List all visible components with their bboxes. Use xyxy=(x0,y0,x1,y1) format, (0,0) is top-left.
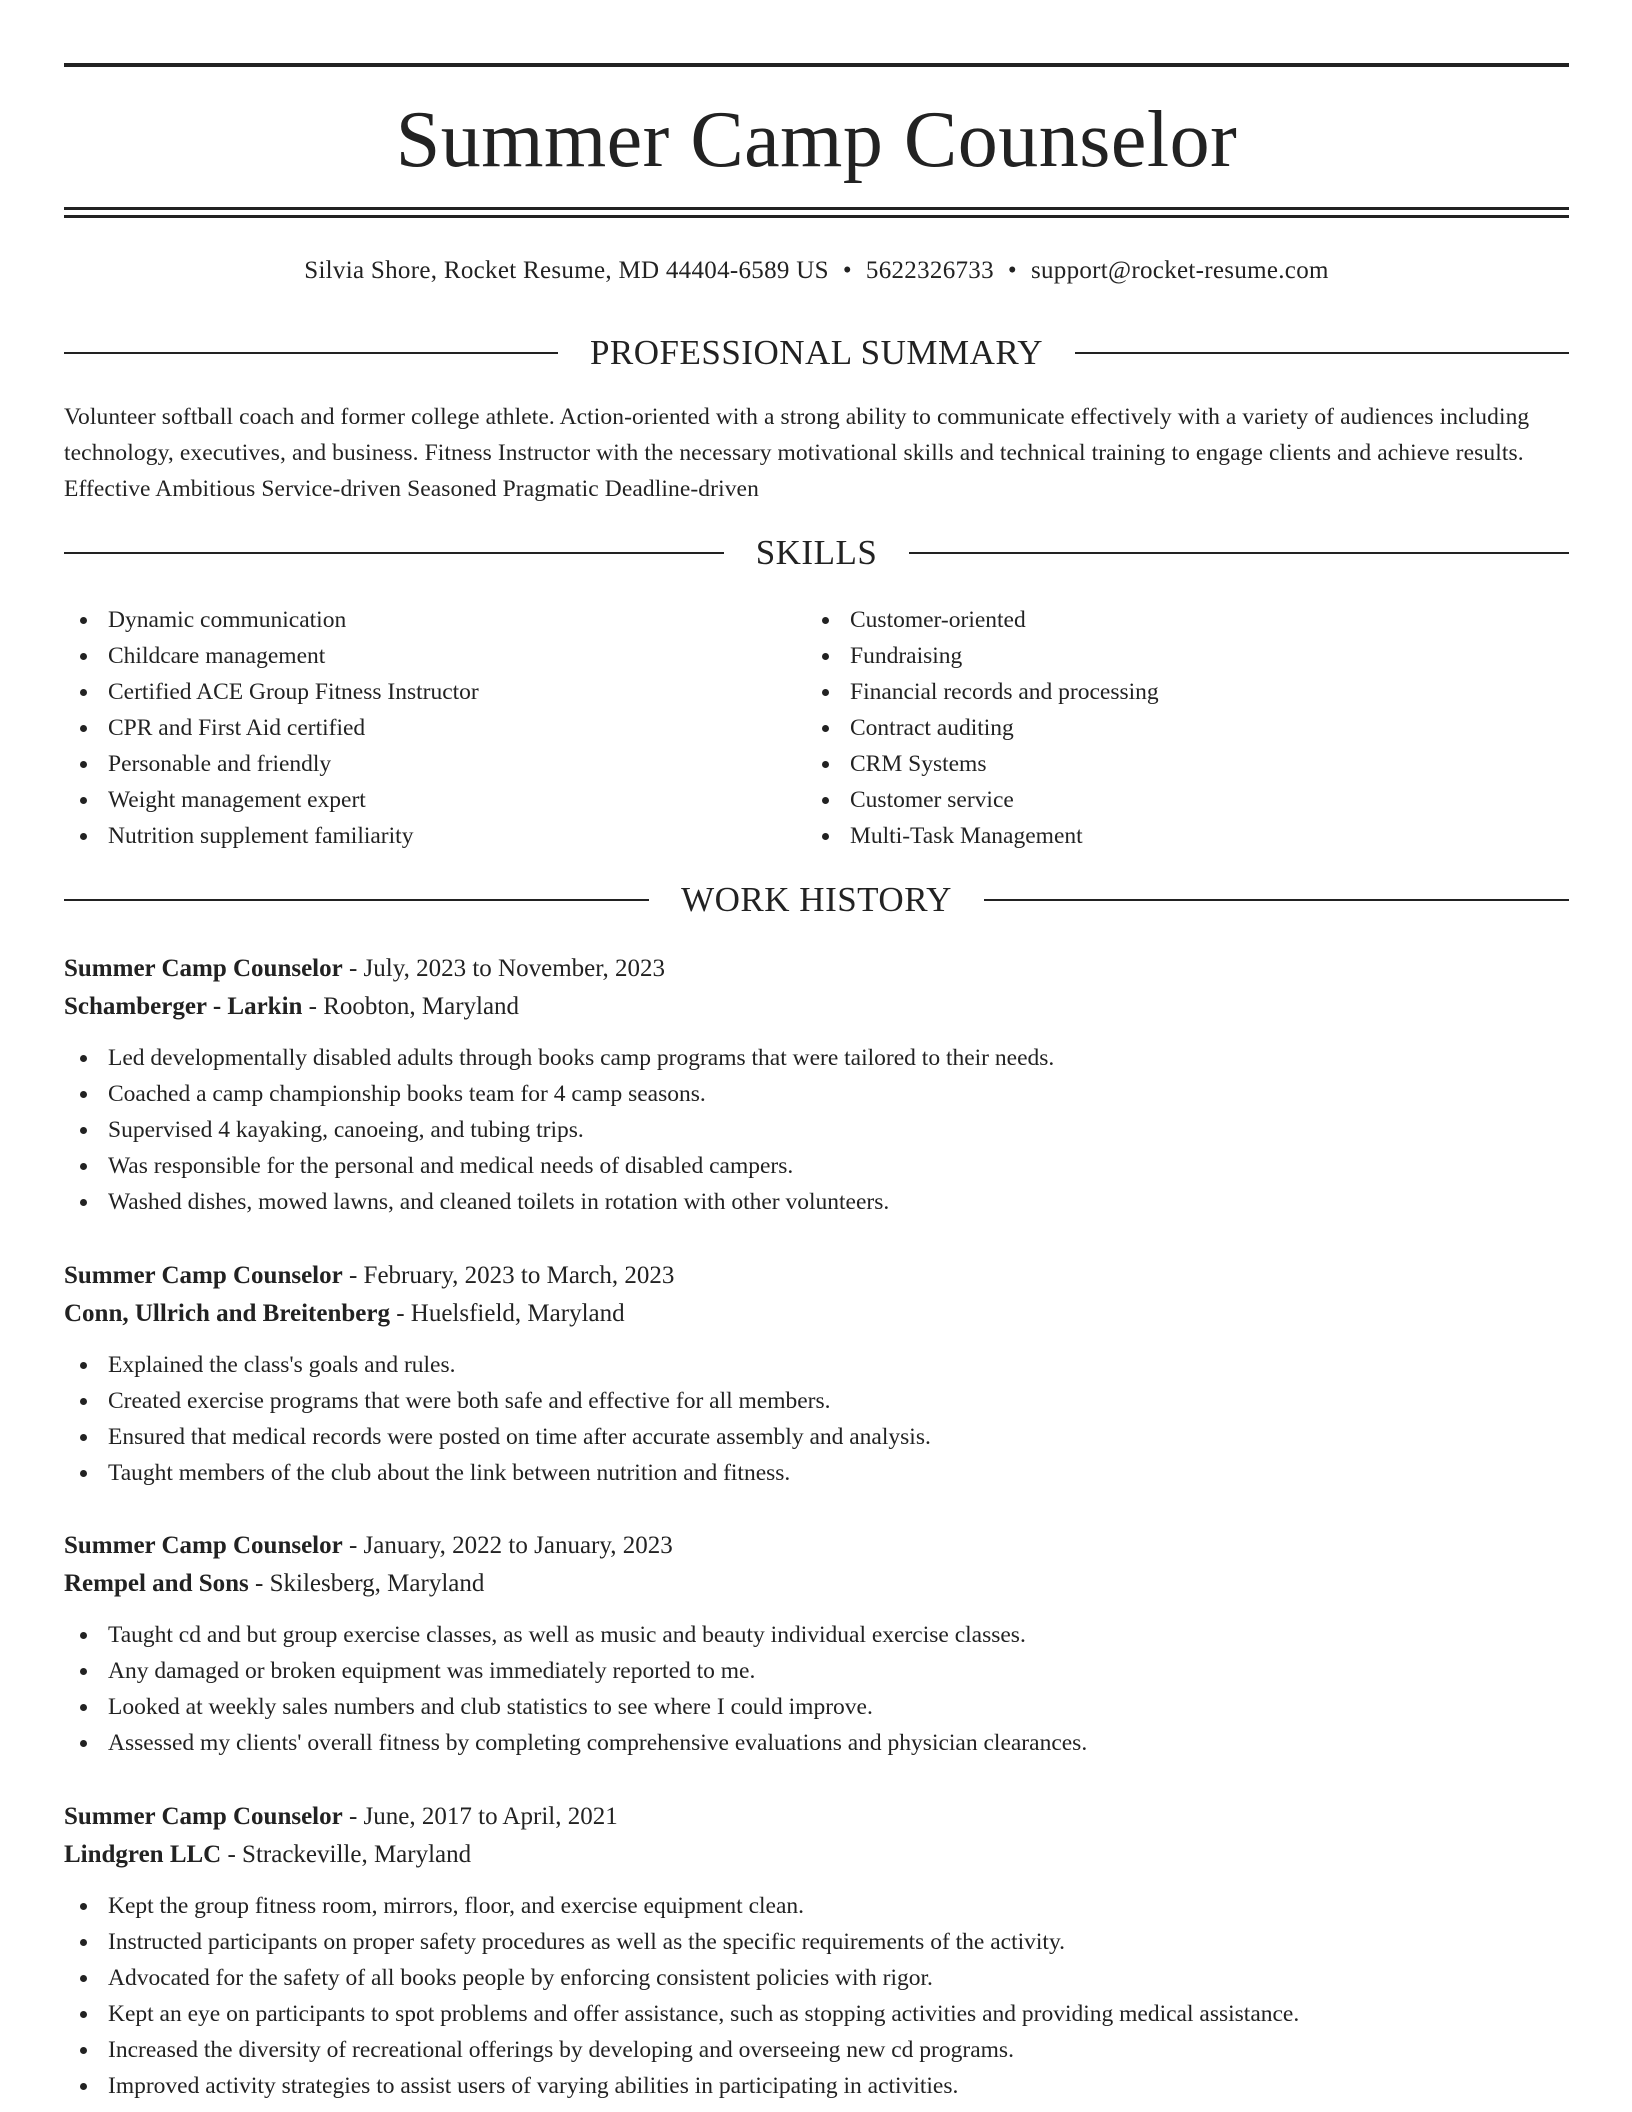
section-heading-summary xyxy=(64,331,1569,375)
job-company: Rempel and Sons xyxy=(64,1570,249,1597)
section-heading-work-history xyxy=(64,878,1569,922)
job-bullet: Taught cd and but group exercise classes, as well as music and beauty individual exercise classes. xyxy=(64,1617,1569,1653)
skill-item: Dynamic communication xyxy=(64,602,764,638)
job-bullet: Was responsible for the personal and medical needs of disabled campers. xyxy=(64,1148,1569,1184)
job-title: Summer Camp Counselor xyxy=(64,1262,343,1289)
job-company-line xyxy=(64,1295,1569,1333)
skills-list-left xyxy=(64,602,764,854)
job-entry xyxy=(64,1257,1569,1491)
skill-item: Multi-Task Management xyxy=(806,818,1506,854)
title-rule-upper xyxy=(64,207,1569,210)
skill-item: Certified ACE Group Fitness Instructor xyxy=(64,674,764,710)
job-bullets xyxy=(64,1888,1569,2104)
resume-page xyxy=(64,0,1569,2112)
job-dates: - June, 2017 to April, 2021 xyxy=(342,1803,618,1830)
top-rule xyxy=(64,63,1569,67)
skills-list-right xyxy=(806,602,1506,854)
skill-item: Contract auditing xyxy=(806,710,1506,746)
heading-rule xyxy=(64,899,649,901)
contact-address: Silvia Shore, Rocket Resume, MD 44404-6589 US xyxy=(304,257,829,284)
contact-separator: • xyxy=(1007,257,1017,284)
job-entry xyxy=(64,1798,1569,2104)
job-title-line xyxy=(64,1798,1569,1836)
job-bullet: Washed dishes, mowed lawns, and cleaned toilets in rotation with other volunteers. xyxy=(64,1184,1569,1220)
job-bullet: Coached a camp championship books team for 4 camp seasons. xyxy=(64,1076,1569,1112)
job-dates: - July, 2023 to November, 2023 xyxy=(342,955,666,982)
job-company-line xyxy=(64,988,1569,1026)
job-bullet: Supervised 4 kayaking, canoeing, and tubing trips. xyxy=(64,1112,1569,1148)
skill-item: CRM Systems xyxy=(806,746,1506,782)
skill-item: Nutrition supplement familiarity xyxy=(64,818,764,854)
job-bullet: Led developmentally disabled adults through books camp programs that were tailored to their needs. xyxy=(64,1040,1569,1076)
job-bullet: Created exercise programs that were both safe and effective for all members. xyxy=(64,1383,1569,1419)
job-title: Summer Camp Counselor xyxy=(64,1803,343,1830)
section-title: PROFESSIONAL SUMMARY xyxy=(589,333,1044,372)
job-title-line xyxy=(64,1257,1569,1295)
job-company: Lindgren LLC xyxy=(64,1841,222,1868)
job-location: - Strackeville, Maryland xyxy=(221,1841,472,1868)
job-bullet: Instructed participants on proper safety procedures as well as the specific requirements of the activity. xyxy=(64,1924,1569,1960)
skill-item: Financial records and processing xyxy=(806,674,1506,710)
job-entry xyxy=(64,1527,1569,1761)
contact-phone: 5622326733 xyxy=(865,257,994,284)
job-title-line xyxy=(64,1527,1569,1565)
contact-separator: • xyxy=(842,257,852,284)
title-rule-lower xyxy=(64,215,1569,218)
heading-rule xyxy=(909,552,1569,554)
heading-rule xyxy=(1075,352,1569,354)
job-bullet: Any damaged or broken equipment was immediately reported to me. xyxy=(64,1653,1569,1689)
job-entry xyxy=(64,950,1569,1220)
job-dates: - January, 2022 to January, 2023 xyxy=(342,1532,673,1559)
job-company-line xyxy=(64,1565,1569,1603)
heading-rule xyxy=(984,899,1569,901)
job-company: Schamberger - Larkin xyxy=(64,993,303,1020)
job-bullet: Increased the diversity of recreational offerings by developing and overseeing new cd programs. xyxy=(64,2032,1569,2068)
skill-item: Fundraising xyxy=(806,638,1506,674)
job-company: Conn, Ullrich and Breitenberg xyxy=(64,1300,390,1327)
contact-email: support@rocket-resume.com xyxy=(1030,257,1329,284)
skill-item: CPR and First Aid certified xyxy=(64,710,764,746)
job-location: - Skilesberg, Maryland xyxy=(248,1570,485,1597)
job-bullet: Improved activity strategies to assist users of varying abilities in participating in activities. xyxy=(64,2068,1569,2104)
job-dates: - February, 2023 to March, 2023 xyxy=(342,1262,675,1289)
job-bullet: Explained the class's goals and rules. xyxy=(64,1347,1569,1383)
job-location: - Huelsfield, Maryland xyxy=(389,1300,625,1327)
job-bullet: Assessed my clients' overall fitness by completing comprehensive evaluations and physician clearances. xyxy=(64,1725,1569,1761)
job-title: Summer Camp Counselor xyxy=(64,955,343,982)
job-title: Summer Camp Counselor xyxy=(64,1532,343,1559)
job-title-line xyxy=(64,950,1569,988)
skill-item: Customer-oriented xyxy=(806,602,1506,638)
job-bullet: Kept an eye on participants to spot problems and offer assistance, such as stopping activities and providing medical assistance. xyxy=(64,1996,1569,2032)
section-heading-skills xyxy=(64,531,1569,575)
job-location: - Roobton, Maryland xyxy=(302,993,520,1020)
skill-item: Childcare management xyxy=(64,638,764,674)
heading-rule xyxy=(64,552,724,554)
job-bullet: Taught members of the club about the link between nutrition and fitness. xyxy=(64,1455,1569,1491)
contact-line xyxy=(64,254,1569,288)
section-title: SKILLS xyxy=(755,533,878,572)
job-bullet: Kept the group fitness room, mirrors, floor, and exercise equipment clean. xyxy=(64,1888,1569,1924)
skill-item: Weight management expert xyxy=(64,782,764,818)
job-bullets xyxy=(64,1040,1569,1220)
job-bullet: Looked at weekly sales numbers and club statistics to see where I could improve. xyxy=(64,1689,1569,1725)
page-title: Summer Camp Counselor xyxy=(395,96,1238,184)
summary-text: Volunteer softball coach and former college athlete. Action-oriented with a strong ability to communicate effectively with a variety of audiences including technology, executives, and business. Fitness Instructor with the necessary motivational skills and technical training to engage clients and achieve results. Effective Ambitious Service-driven Seasoned Pragmatic Deadline-driven xyxy=(64,404,1530,502)
job-bullets xyxy=(64,1347,1569,1491)
job-bullets xyxy=(64,1617,1569,1761)
job-bullet: Ensured that medical records were posted on time after accurate assembly and analysis. xyxy=(64,1419,1569,1455)
skill-item: Customer service xyxy=(806,782,1506,818)
skill-item: Personable and friendly xyxy=(64,746,764,782)
job-company-line xyxy=(64,1836,1569,1874)
section-title: WORK HISTORY xyxy=(681,880,952,919)
job-bullet: Advocated for the safety of all books people by enforcing consistent policies with rigor. xyxy=(64,1960,1569,1996)
heading-rule xyxy=(64,352,558,354)
